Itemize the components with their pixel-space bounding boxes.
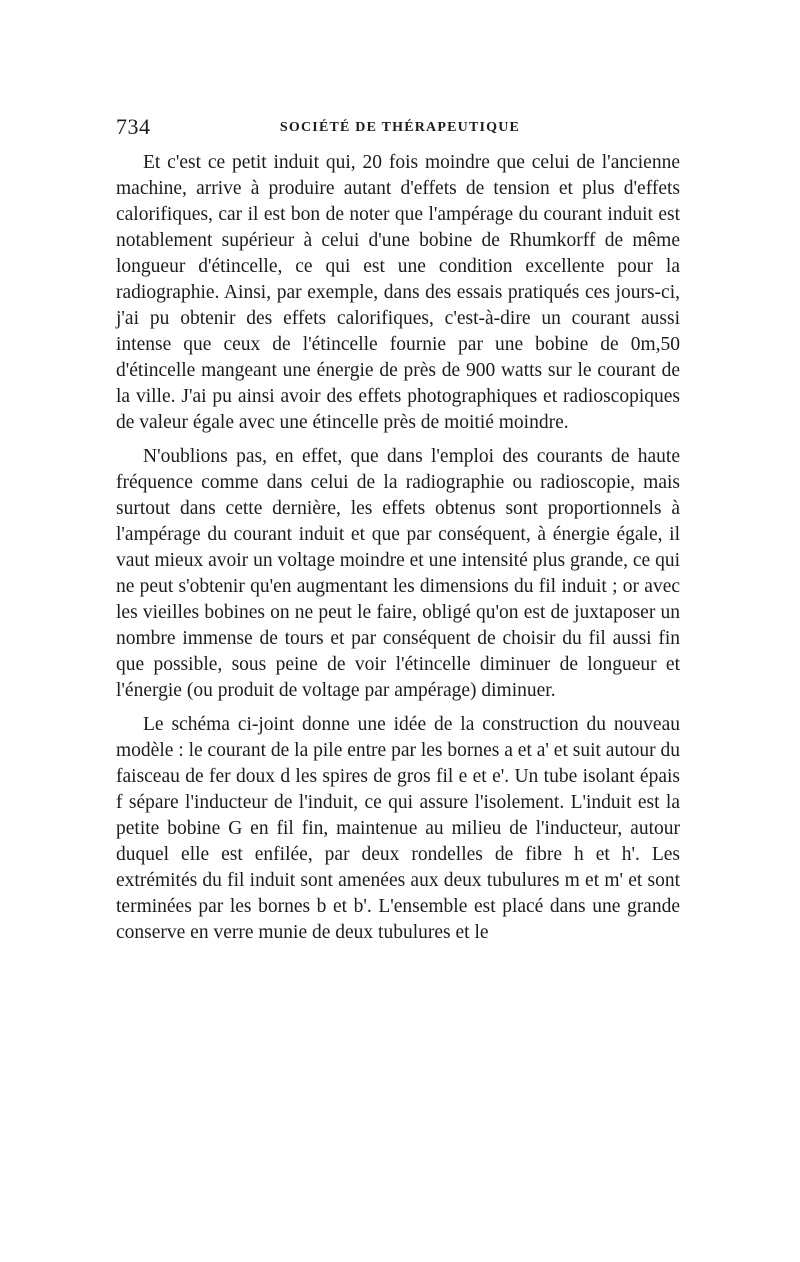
page-header — [116, 112, 684, 142]
page-number: 734 — [116, 114, 151, 139]
running-title: SOCIÉTÉ DE THÉRAPEUTIQUE — [279, 120, 521, 135]
paragraph-3: Le schéma ci-joint donne une idée de la construction du nouveau modèle : le courant de la pile entre par les bornes a et a' et suit autour du faisceau de fer doux d les spires de gros fil e et e'. Un tube isolant épais f sépare l'inducteur de l'induit, ce qui assure l'isolement. L'induit est la petite bobine G en fil fin, maintenue au milieu de l'inducteur, autour duquel elle est enfilée, par deux rondelles de fibre h et h'. Les extrémités du fil induit sont amenées aux deux tubulures m et m' et sont terminées par les bornes b et b'. L'ensemble est placé dans une grande conserve en verre munie de deux tubulures et le — [116, 714, 680, 943]
body-text — [116, 150, 680, 946]
paragraph-1: Et c'est ce petit induit qui, 20 fois moindre que celui de l'ancienne machine, arrive à produire autant d'effets de tension et plus d'effets calorifiques, car il est bon de noter que l'ampérage du courant induit est notablement supérieur à celui d'une bobine de Rhumkorff de même longueur d'étincelle, ce qui est une condition excellente pour la radiographie. Ainsi, par exemple, dans des essais pratiqués ces jours-ci, j'ai pu obtenir des effets calorifiques, c'est-à-dire un courant aussi intense que ceux de l'étincelle fournie par une bobine de 0m,50 d'étincelle mangeant une énergie de près de 900 watts sur le courant de la ville. J'ai pu ainsi avoir des effets photographiques et radioscopiques de valeur égale avec une étincelle près de moitié moindre. — [116, 152, 680, 433]
paragraph-2: N'oublions pas, en effet, que dans l'emploi des courants de haute fréquence comme dans celui de la radiographie ou radioscopie, mais surtout dans cette dernière, les effets obtenus sont proportionnels à l'ampérage du courant induit et que par conséquent, à énergie égale, il vaut mieux avoir un voltage moindre et une intensité plus grande, ce qui ne peut s'obtenir qu'en augmentant les dimensions du fil induit ; or avec les vieilles bobines on ne peut le faire, obligé qu'on est de juxtaposer un nombre immense de tours et par conséquent de choisir du fil aussi fin que possible, sous peine de voir l'étincelle diminuer de longueur et l'énergie (ou produit de voltage par ampérage) diminuer. — [116, 446, 680, 701]
